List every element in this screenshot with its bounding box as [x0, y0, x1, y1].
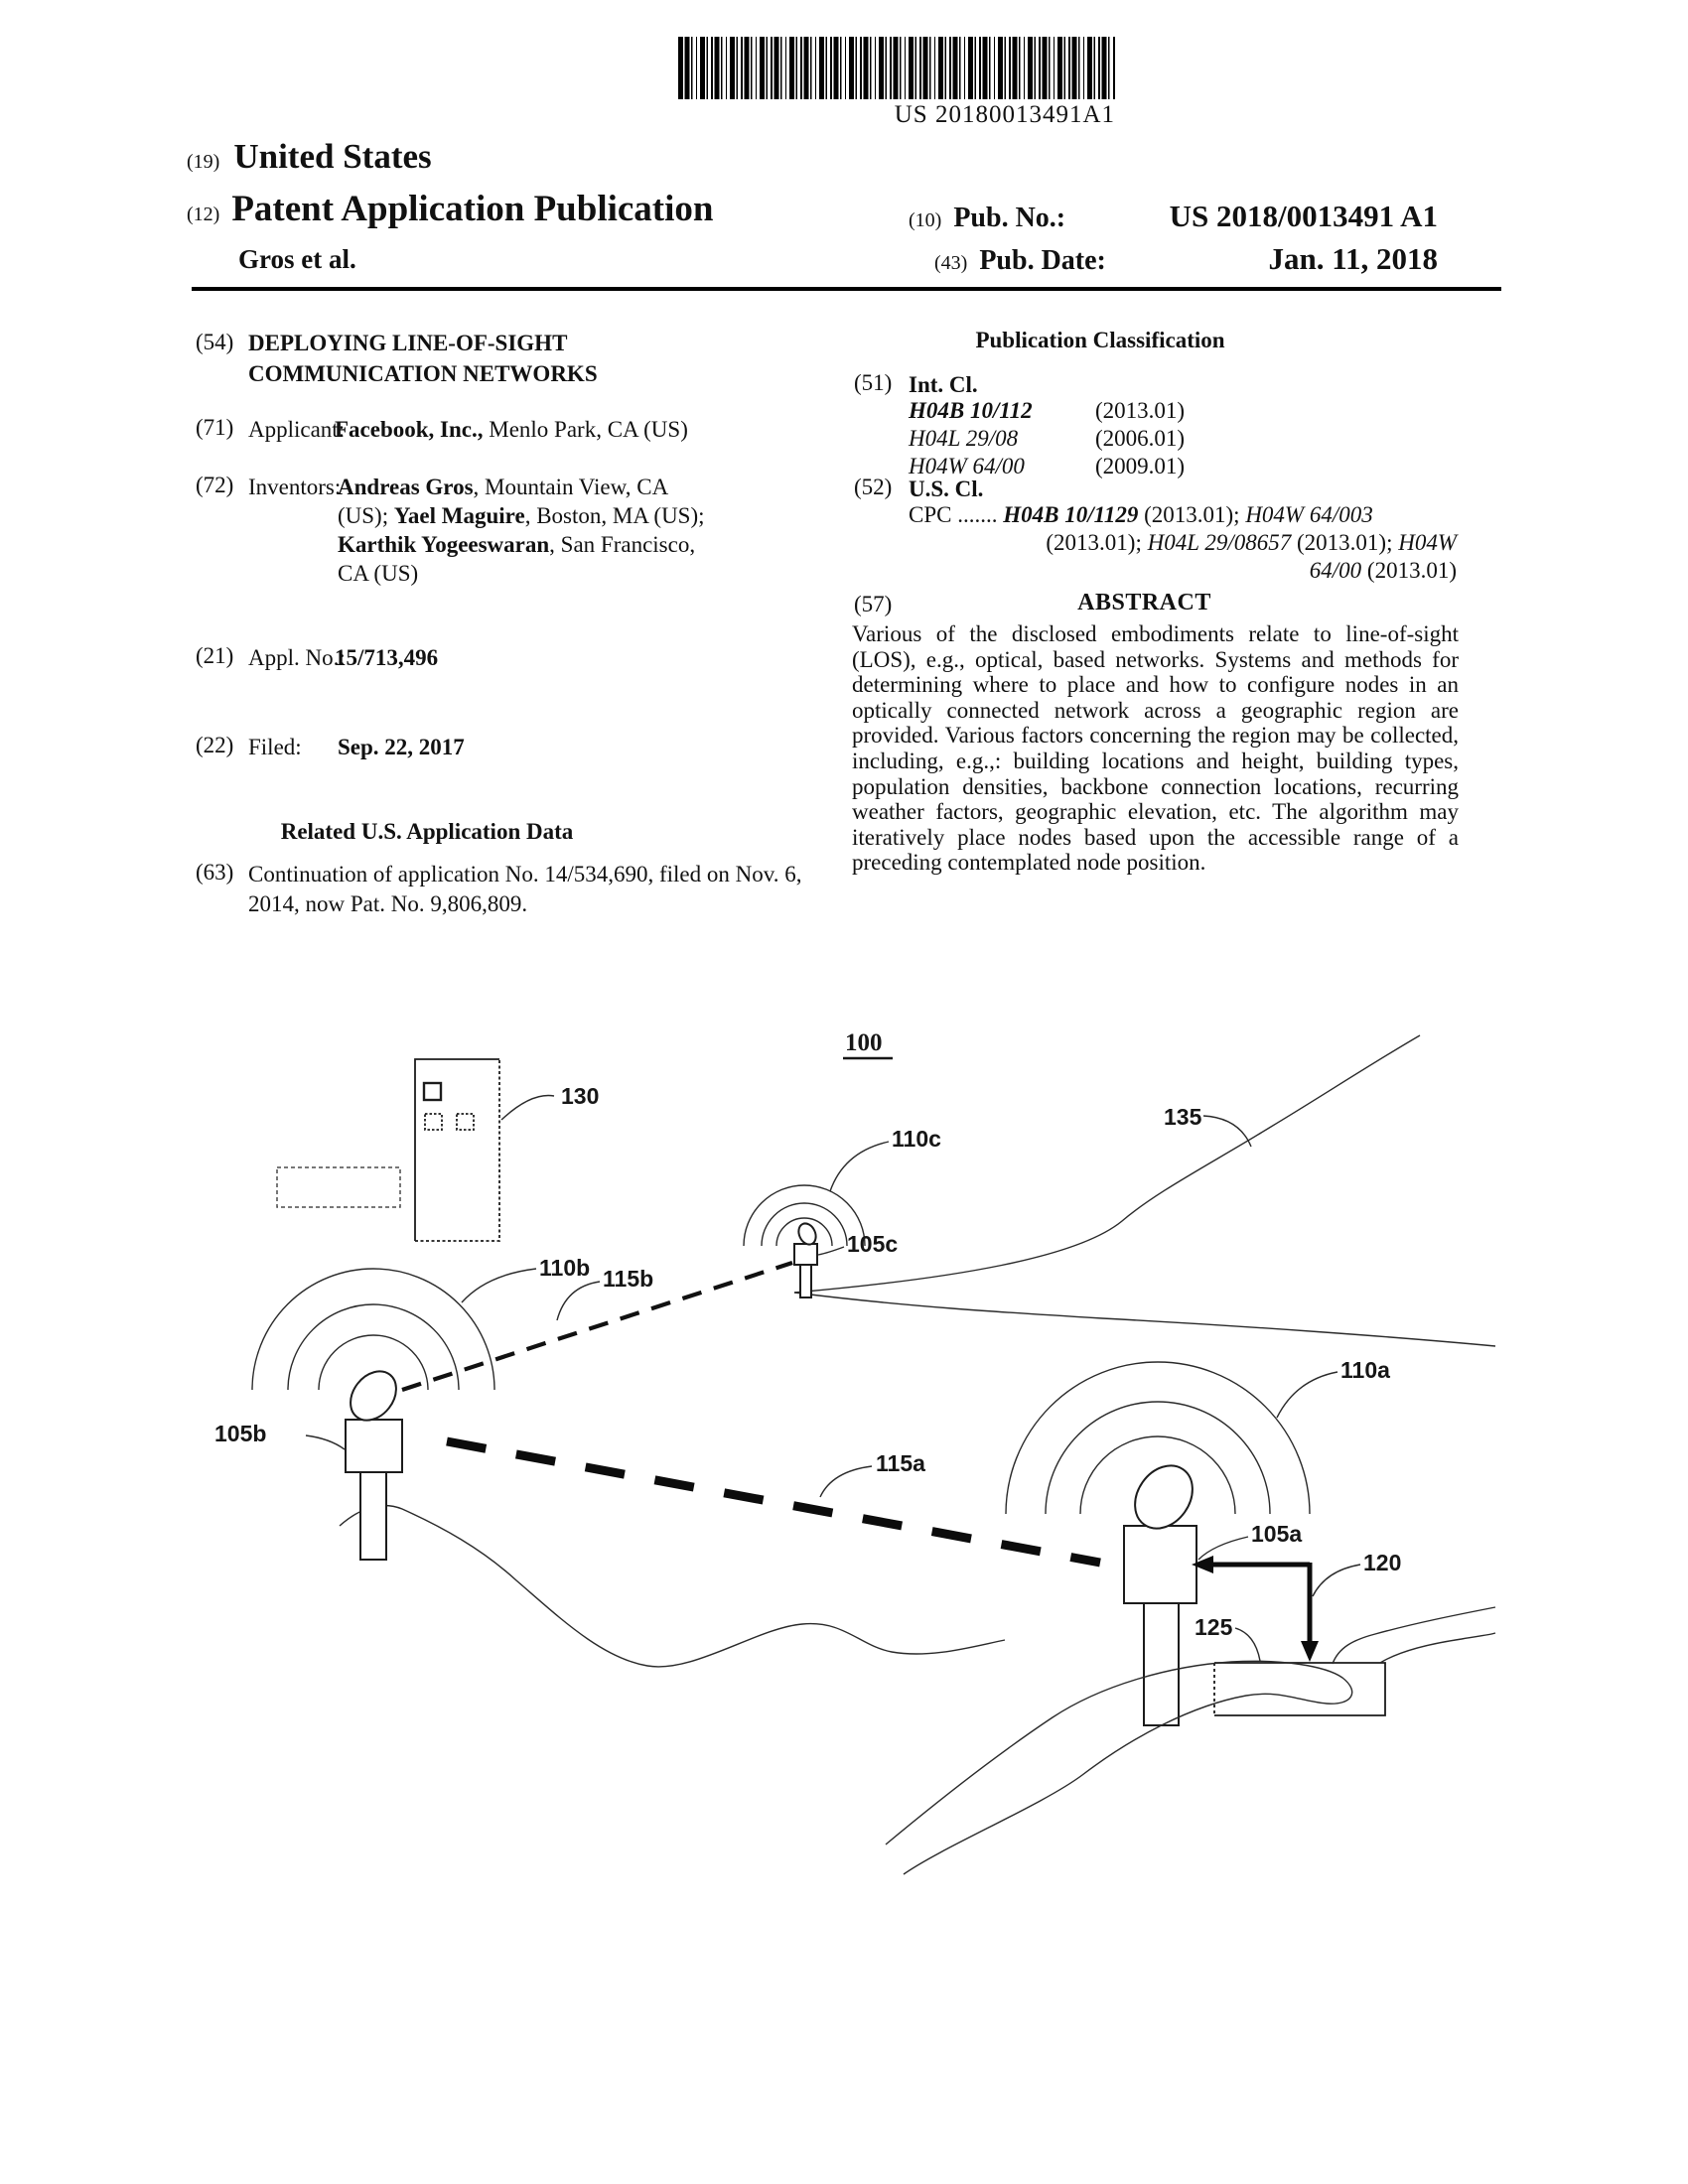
int-cl-class: H04L 29/08 — [909, 426, 1019, 451]
coastline-label: 135 — [1164, 1104, 1202, 1130]
continuation-text: Continuation of application No. 14/534,690, filed on Nov. 6, 2014, now Pat. No. 9,806,809. — [248, 862, 802, 916]
cpc-line-2 — [909, 530, 1457, 556]
inventor-loc: , Mountain View, CA — [473, 475, 669, 499]
leader-125 — [1235, 1628, 1260, 1661]
field-51-code: (51) — [854, 370, 893, 395]
link-b-label: 115b — [603, 1266, 654, 1292]
node-c-label: 105c — [847, 1231, 899, 1257]
building-label: 130 — [561, 1083, 600, 1109]
inventor-loc: , Boston, MA (US); — [524, 503, 705, 528]
backbone-box — [1214, 1663, 1385, 1715]
leader-135 — [1203, 1116, 1251, 1147]
coastline-lower — [794, 1293, 1495, 1346]
inventor-line — [338, 530, 765, 559]
los-link-115a — [447, 1441, 1100, 1563]
filed-value: Sep. 22, 2017 — [338, 735, 465, 759]
inventors-list — [338, 473, 765, 588]
invention-title — [248, 328, 598, 389]
road-upper — [1333, 1607, 1495, 1664]
field-10-code: (10) — [909, 209, 942, 231]
cpc-class: H04W 64/003 — [1245, 502, 1373, 527]
cpc-line-3 — [909, 558, 1457, 584]
field-43-code: (43) — [934, 252, 968, 274]
int-cl-year: (2013.01) — [1095, 398, 1186, 423]
field-21-code: (21) — [196, 643, 234, 668]
cpc-year: (2013.01); — [1138, 502, 1246, 527]
network-node-105a — [1123, 1454, 1204, 1725]
building-window-solid — [424, 1083, 441, 1100]
invention-title-line1: DEPLOYING LINE-OF-SIGHT — [248, 331, 568, 355]
inventor-loc: , San Francisco, — [549, 532, 696, 557]
abstract-text: Various of the disclosed embodiments relate to line-of-sight (LOS), e.g., optical, based networks. Systems and methods for determining where to place and how to configure nodes in an optically connected network across a geographic region are provided. Various factors concerning the region may be collected, including, e.g.,: building locations and height, building types, population densities, backbone connection locations, recurring weather factors, geographic elevation, etc. The algorithm may iteratively place nodes based upon the accessible range of a preceding contemplated node position. — [852, 621, 1459, 876]
inventor-line — [338, 501, 765, 530]
inventors-label: Inventors: — [248, 475, 342, 499]
author-line: Gros et al. — [238, 244, 356, 274]
figure-ref-label: 100 — [845, 1029, 883, 1056]
node-pole — [360, 1472, 386, 1560]
related-data-header: Related U.S. Application Data — [280, 819, 574, 844]
road-culdesac — [886, 1661, 1352, 1874]
cpc-class: 64/00 — [1309, 558, 1362, 583]
box-label: 125 — [1195, 1614, 1233, 1640]
applicant-value — [335, 415, 688, 444]
leader-120 — [1313, 1565, 1360, 1596]
pub-date-value: Jan. 11, 2018 — [1268, 241, 1438, 276]
inventor-name: Andreas Gros — [338, 475, 474, 499]
field-22-code: (22) — [196, 733, 234, 757]
leader-110c — [830, 1142, 889, 1191]
building-window-dotted — [425, 1114, 442, 1130]
int-cl-row — [909, 398, 1306, 424]
int-cl-class: H04B 10/112 — [909, 398, 1033, 423]
field-72-code: (72) — [196, 473, 234, 497]
node-pole — [1144, 1603, 1179, 1725]
appl-no-label: Appl. No.: — [248, 645, 346, 670]
arrow-head-down-icon — [1301, 1641, 1319, 1662]
barcode-number: US 20180013491A1 — [894, 101, 1115, 128]
cpc-line-1 — [909, 502, 1457, 528]
building-solid-edges — [415, 1059, 499, 1241]
field-71-code: (71) — [196, 415, 234, 440]
int-cl-year: (2006.01) — [1095, 426, 1186, 451]
arrow-label: 120 — [1363, 1550, 1402, 1575]
inventor-line — [338, 559, 765, 588]
cpc-class: H04W — [1398, 530, 1457, 555]
cpc-year: (2013.01); — [1291, 530, 1399, 555]
arcs-c-label: 110c — [892, 1126, 941, 1152]
pub-no-row — [909, 199, 1438, 234]
figure-100-diagram — [149, 993, 1539, 1906]
node-head — [794, 1244, 817, 1265]
leader-105c — [818, 1247, 844, 1255]
leader-105b — [306, 1435, 345, 1449]
abstract-header: ABSTRACT — [1077, 590, 1211, 615]
field-52-code: (52) — [854, 475, 893, 499]
inventor-name: Yael Maguire — [393, 503, 525, 528]
applicant-address: Menlo Park, CA (US) — [483, 417, 688, 442]
node-head — [346, 1420, 402, 1472]
cpc-year: (2013.01) — [1361, 558, 1457, 583]
field-12-code: (12) — [187, 204, 220, 225]
node-head — [1124, 1526, 1196, 1603]
leader-110b — [462, 1269, 536, 1302]
us-cl-label: U.S. Cl. — [909, 477, 984, 501]
building-dotted-edges — [415, 1059, 499, 1241]
pub-date-row — [934, 241, 1438, 277]
inventor-name: Karthik Yogeeswaran — [338, 532, 550, 557]
applicant-label: Applicant: — [248, 417, 346, 442]
network-node-105c — [794, 1221, 819, 1297]
invention-title-line2: COMMUNICATION NETWORKS — [248, 361, 598, 386]
barcode — [678, 37, 1115, 99]
link-a-label: 115a — [876, 1450, 925, 1476]
building-window-dotted — [457, 1114, 474, 1130]
publication-classification-header: Publication Classification — [975, 328, 1225, 352]
field-54-code: (54) — [196, 330, 234, 354]
field-19-code: (19) — [187, 151, 220, 173]
doc-type-title: Patent Application Publication — [231, 189, 714, 229]
cpc-class: H04B 10/1129 — [1003, 502, 1139, 527]
int-cl-label: Int. Cl. — [909, 372, 978, 397]
pub-no-value: US 2018/0013491 A1 — [1169, 199, 1438, 233]
node-b-label: 105b — [214, 1421, 267, 1446]
node-pole — [800, 1265, 811, 1297]
leader-115a — [820, 1466, 872, 1497]
int-cl-year: (2009.01) — [1095, 454, 1186, 478]
leader-105a — [1198, 1537, 1248, 1560]
applicant-name: Facebook, Inc., — [335, 417, 484, 442]
country-row — [187, 137, 432, 177]
doc-type-row — [187, 188, 713, 230]
leader-110a — [1277, 1372, 1337, 1418]
pub-date-label: Pub. Date: — [979, 245, 1106, 276]
leader-115b — [557, 1282, 600, 1320]
cpc-year: (2013.01); — [1046, 530, 1148, 555]
pub-no-label: Pub. No.: — [953, 203, 1066, 233]
inventor-line — [338, 473, 765, 501]
dashed-region — [277, 1167, 400, 1207]
field-57-code: (57) — [854, 592, 893, 616]
int-cl-class: H04W 64/00 — [909, 454, 1025, 478]
country-name: United States — [233, 137, 432, 176]
inventor-loc: (US); — [338, 503, 394, 528]
header-divider — [192, 287, 1501, 291]
arcs-a-label: 110a — [1340, 1357, 1390, 1383]
filed-label: Filed: — [248, 735, 302, 759]
cpc-class: H04L 29/08657 — [1147, 530, 1292, 555]
node-a-label: 105a — [1251, 1521, 1303, 1547]
terrain-line — [340, 1505, 1005, 1666]
inventor-loc: CA (US) — [338, 561, 419, 586]
road-lower — [1380, 1633, 1495, 1663]
arcs-b-label: 110b — [539, 1255, 591, 1281]
int-cl-row — [909, 426, 1306, 452]
appl-no-value: 15/713,496 — [335, 645, 439, 670]
field-63-code: (63) — [196, 860, 234, 885]
network-node-105b — [342, 1362, 406, 1560]
leader-130 — [501, 1096, 554, 1121]
cpc-prefix: CPC ....... — [909, 502, 998, 527]
